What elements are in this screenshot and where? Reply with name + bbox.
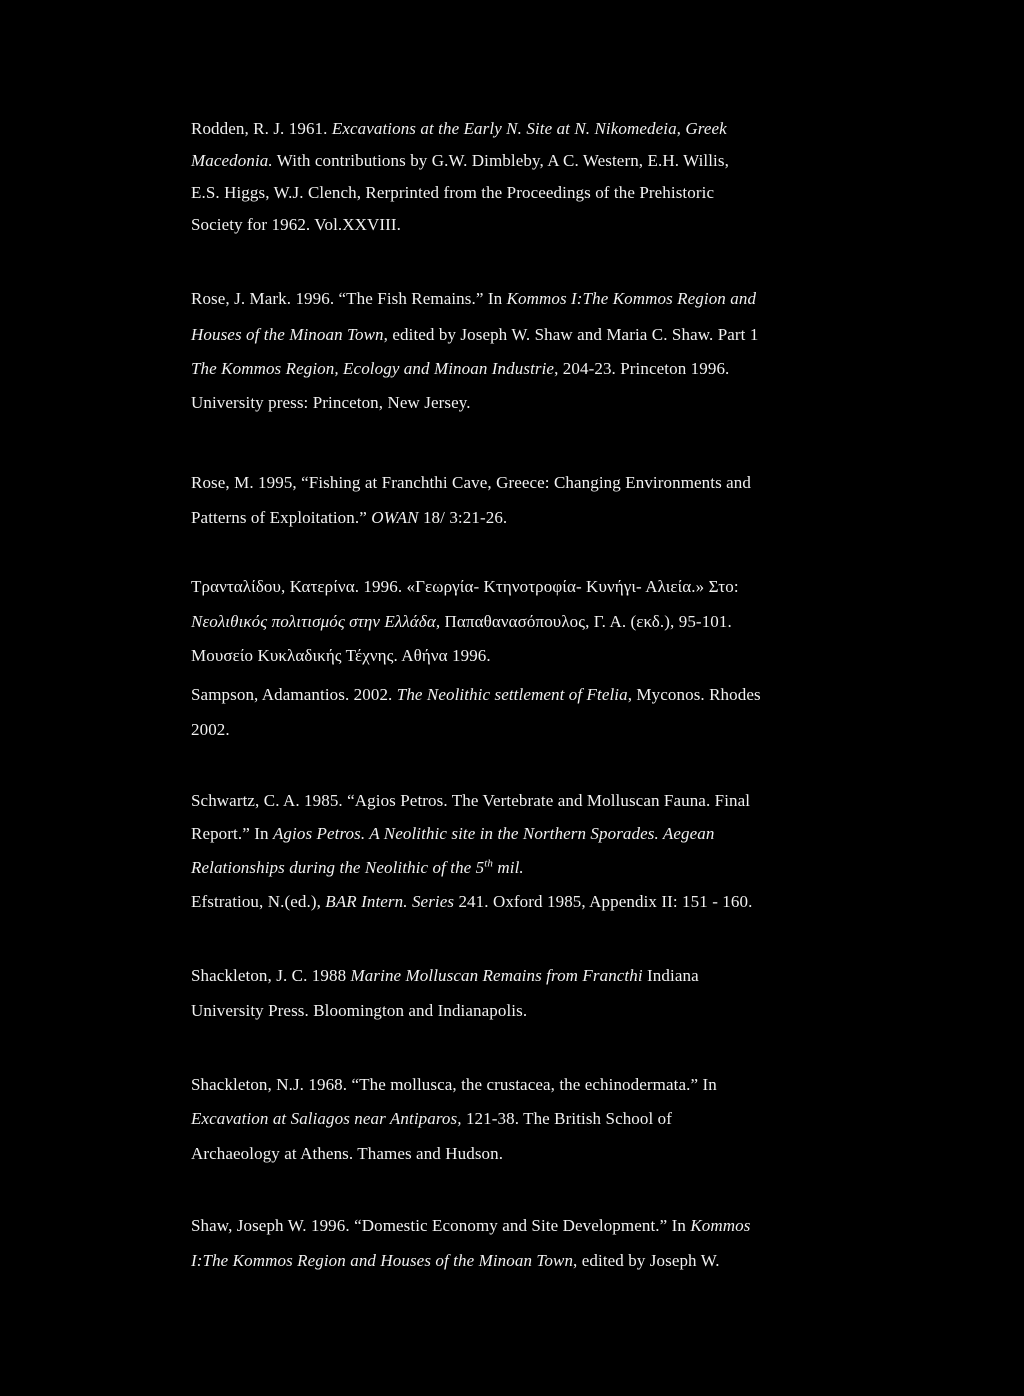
reference-line [191,719,230,741]
reference-line [191,790,750,812]
reference-line [191,358,729,380]
reference-text: Patterns of Exploitation.” [191,508,372,527]
italic-title-text: Excavations at the Early N. Site at N. Nikomedeia, Greek [331,119,727,138]
reference-text: University Press. Bloomington and Indianapolis. [191,1001,528,1020]
reference-text: Report.” In [191,824,273,843]
reference-line [191,288,756,310]
reference-line [191,392,471,414]
italic-title-text: Relationships during the Neolithic of the 5 [191,858,485,877]
reference-text: Rodden, R. J. 1961. [191,119,332,138]
italic-title-text: Νεολιθικός πολιτισμός στην Ελλάδα, [191,612,441,631]
reference-line [191,324,758,346]
reference-text: With contributions by G.W. Dimbleby, A C. Western, E.H. Willis, [272,151,729,170]
reference-text: University press: Princeton, New Jersey. [191,393,471,412]
reference-line [191,857,524,879]
reference-line [191,472,751,494]
italic-title-text: Houses of the Minoan Town [191,325,384,344]
italic-title-text: Kommos [690,1216,751,1235]
reference-text: Rose, M. 1995, “Fishing at Franchthi Cave, Greece: Changing Environments and [191,473,751,492]
reference-line [191,507,507,529]
reference-text: E.S. Higgs, W.J. Clench, Rerprinted from the Proceedings of the Prehistoric [191,183,715,202]
reference-line [191,611,732,633]
reference-line [191,1108,672,1130]
reference-line [191,645,491,667]
reference-line [191,150,729,172]
reference-text: Society for 1962. Vol.XXVIII. [191,215,402,234]
reference-text: Schwartz, C. A. 1985. “Agios Petros. The Vertebrate and Molluscan Fauna. Final [191,791,751,810]
italic-title-text: Excavation at Saliagos near Antiparos, [191,1109,462,1128]
reference-text: Shaw, Joseph W. 1996. “Domestic Economy and Site Development.” In [191,1216,691,1235]
italic-title-text: The Neolithic settlement of Ftelia [396,685,628,704]
reference-line [191,576,739,598]
reference-line [191,182,714,204]
reference-text: Archaeology at Athens. Thames and Hudson. [191,1144,504,1163]
reference-line [191,1074,717,1096]
italic-title-text: Kommos I:The Kommos Region and [506,289,757,308]
reference-line [191,965,699,987]
reference-text: Shackleton, J. C. 1988 [191,966,351,985]
italic-title-text: The Kommos Region, Ecology and Minoan Industrie [191,359,555,378]
reference-line [191,684,761,706]
reference-text: , edited by Joseph W. Shaw and Maria C. Shaw. Part 1 [383,325,759,344]
reference-line [191,118,727,140]
reference-text: 121-38. The British School of [461,1109,673,1128]
reference-text: , Myconos. Rhodes [627,685,761,704]
reference-text: 2002. [191,720,230,739]
reference-text: Shackleton, N.J. 1968. “The mollusca, the crustacea, the echinodermata.” In [191,1075,717,1094]
reference-text: Παπαθανασόπουλος, Γ. Α. (εκδ.), 95-101. [440,612,732,631]
reference-line [191,823,714,845]
reference-text: , edited by Joseph W. [573,1251,720,1270]
italic-title-text: OWAN [371,508,419,527]
reference-line [191,1215,750,1237]
reference-line [191,1250,720,1272]
superscript-text: th [484,857,494,870]
reference-text: Μουσείο Κυκλαδικής Τέχνης. Αθήνα 1996. [191,646,491,665]
italic-title-text: Agios Petros. A Neolithic site in the Northern Sporades. Aegean [272,824,715,843]
italic-title-text: Marine Molluscan Remains from Francthi [350,966,643,985]
reference-text: 241. Oxford 1985, Appendix II: 151 - 160. [454,892,753,911]
reference-text: Τρανταλίδου, Κατερίνα. 1996. «Γεωργία- Κτηνοτροφία- Κυνήγι- Αλιεία.» Στο: [191,577,739,596]
italic-title-text: BAR Intern. Series [325,892,455,911]
reference-text: Indiana [642,966,699,985]
reference-text: Efstratiou, N.(ed.), [191,892,326,911]
reference-text: 18/ 3:21-26. [418,508,508,527]
reference-text: Sampson, Adamantios. 2002. [191,685,397,704]
italic-title-text: mil. [493,858,524,877]
reference-line [191,891,752,913]
reference-text: Rose, J. Mark. 1996. “The Fish Remains.” In [191,289,507,308]
italic-title-text: Macedonia. [191,151,273,170]
reference-line [191,1143,503,1165]
reference-line [191,1000,527,1022]
reference-text: , 204-23. Princeton 1996. [554,359,730,378]
reference-line [191,214,401,236]
italic-title-text: I:The Kommos Region and Houses of the Minoan Town [191,1251,574,1270]
